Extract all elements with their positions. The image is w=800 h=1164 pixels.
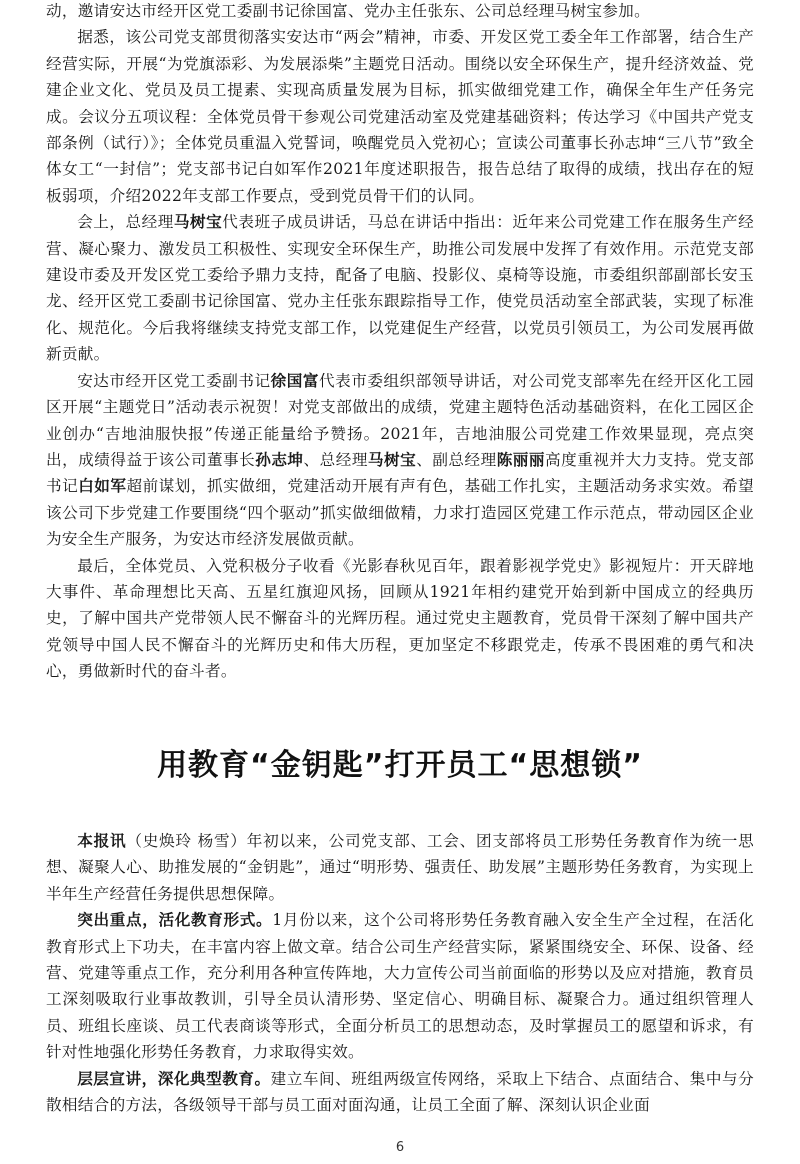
person-name: 徐国富 — [270, 371, 319, 390]
page-number: 6 — [395, 1140, 405, 1155]
paragraph-lead: 本报讯（史焕玲 杨雪）年初以来，公司党支部、工会、团支部将员工形势任务教育作为统一思想、凝聚人心、助推发展的“金钥匙”，通过“明形势、强责任、助发展”主题形势任务教育，为实现上半年生产经营任务提供思想保障。 — [46, 832, 754, 903]
section-lead: 层层宣讲，深化典型教育。 — [77, 1069, 271, 1088]
paragraph-event-summary: 据悉，该公司党支部贯彻落实安达市“两会”精神，市委、开发区党工委全年工作部署，结合生产经营实际，开展“为党旗添彩、为发展添柴”主题党日活动。围绕以安全环保生产，提升经济效益、党建企业文化、党员及员工提素、实现高质量发展为目标，抓实做细党建工作，确保全年生产任务完成。会议分五项议程：全体党员骨干参观公司党建活动室及党建基础资料；传达学习《中国共产党支部条例（试行）》；全体党员重温入党誓词，唤醒党员入党初心；宣读公司董事长孙志坤“三八节”致全体女工“一封信”；党支部书记白如军作2021年度述职报告，报告总结了取得的成绩，找出存在的短板弱项，介绍2022年支部工作要点，受到党员骨干们的认同。 — [46, 28, 754, 205]
dateline-label: 本报讯 — [77, 832, 127, 850]
person-name: 马树宝 — [367, 450, 417, 469]
person-name: 陈丽丽 — [496, 450, 545, 469]
person-name: 马树宝 — [173, 213, 223, 232]
paragraph-closing: 最后，全体党员、入党积极分子收看《光影春秋见百年，跟着影视学党史》影视短片：开天辟地大事件、革命理想比天高、五星红旗迎风扬，回顾从1921年相约建党开始到新中国成立的经典历史，了解中国共产党带领人民不懈奋斗的光辉历程。通过党史主题教育，党员骨干深刻了解中国共产党领导中国人民不懈奋斗的光辉历史和伟大历程，更加坚定不移跟党走，传承不畏困难的勇气和决心，勇做新时代的奋斗者。 — [46, 556, 754, 681]
paragraph-party-secretary-speech: 安达市经开区党工委副书记徐国富代表市委组织部领导讲话，对公司党支部率先在经开区化工园区开展“主题党日”活动表示祝贺！对党支部做出的成绩，党建主题特色活动基础资料，在化工园区企业创办“吉地油服快报”传递正能量给予赞扬。2021年，吉地油服公司党建工作效果显现，亮点突出，成绩得益于该公司董事长孙志坤、总经理马树宝、副总经理陈丽丽高度重视并大力支持。党支部书记白如军超前谋划，抓实做细，党建活动开展有声有色，基础工作扎实，主题活动务求实效。希望该公司下步党建工作要围绕“四个驱动”抓实做细做精，力求打造园区党建工作示范点，带动园区企业为安全生产服务，为安达市经济发展做贡献。 — [46, 371, 755, 549]
paragraph-general-manager-speech: 会上，总经理马树宝代表班子成员讲话，马总在讲话中指出：近年来公司党建工作在服务生产经营、凝心聚力、激发员工积极性、实现安全环保生产，助推公司发展中发挥了有效作用。示范党支部建设市委及开发区党工委给予鼎力支持，配备了电脑、投影仪、桌椅等设施，市委组织部副部长安玉龙、经开区党工委副书记徐国富、党办主任张东跟踪指导工作，使党员活动室全部武装，实现了标准化、规范化。今后我将继续支持党支部工作，以党建促生产经营，以党员引领员工，为公司发展再做新贡献。 — [46, 213, 754, 364]
article-education — [46, 828, 754, 1118]
article-headline: 用教育“金钥匙”打开员工“思想锁” — [157, 748, 643, 783]
article-continued — [46, 0, 754, 685]
paragraph-section-1: 突出重点，活化教育形式。1月份以来，这个公司将形势任务教育融入安全生产全过程，在活化教育形式上下功夫，在丰富内容上做文章。结合公司生产经营实际，紧紧围绕安全、环保、设备、经营、党建等重点工作，充分利用各种宣传阵地，大力宣传公司当前面临的形势以及应对措施，教育员工深刻吸取行业事故教训，引导全员认清形势、坚定信心、明确目标、凝聚合力。通过组织管理人员、班组长座谈、员工代表商谈等形式，全面分析员工的思想动态，及时掌握员工的愿望和诉求，有针对性地强化形势任务教育，力求取得实效。 — [46, 911, 755, 1062]
person-name: 白如军 — [78, 477, 127, 496]
section-lead: 突出重点，活化教育形式。 — [77, 911, 273, 930]
paragraph-section-2: 层层宣讲，深化典型教育。建立车间、班组两级宣传网络，采取上下结合、点面结合、集中与分散相结合的方法，各级领导干部与员工面对面沟通，让员工全面了解、深刻认识企业面 — [46, 1069, 754, 1115]
paragraph-intro-tail: 动，邀请安达市经开区党工委副书记徐国富、党办主任张东、公司总经理马树宝参加。 — [46, 2, 650, 20]
person-name: 孙志坤 — [255, 450, 304, 469]
